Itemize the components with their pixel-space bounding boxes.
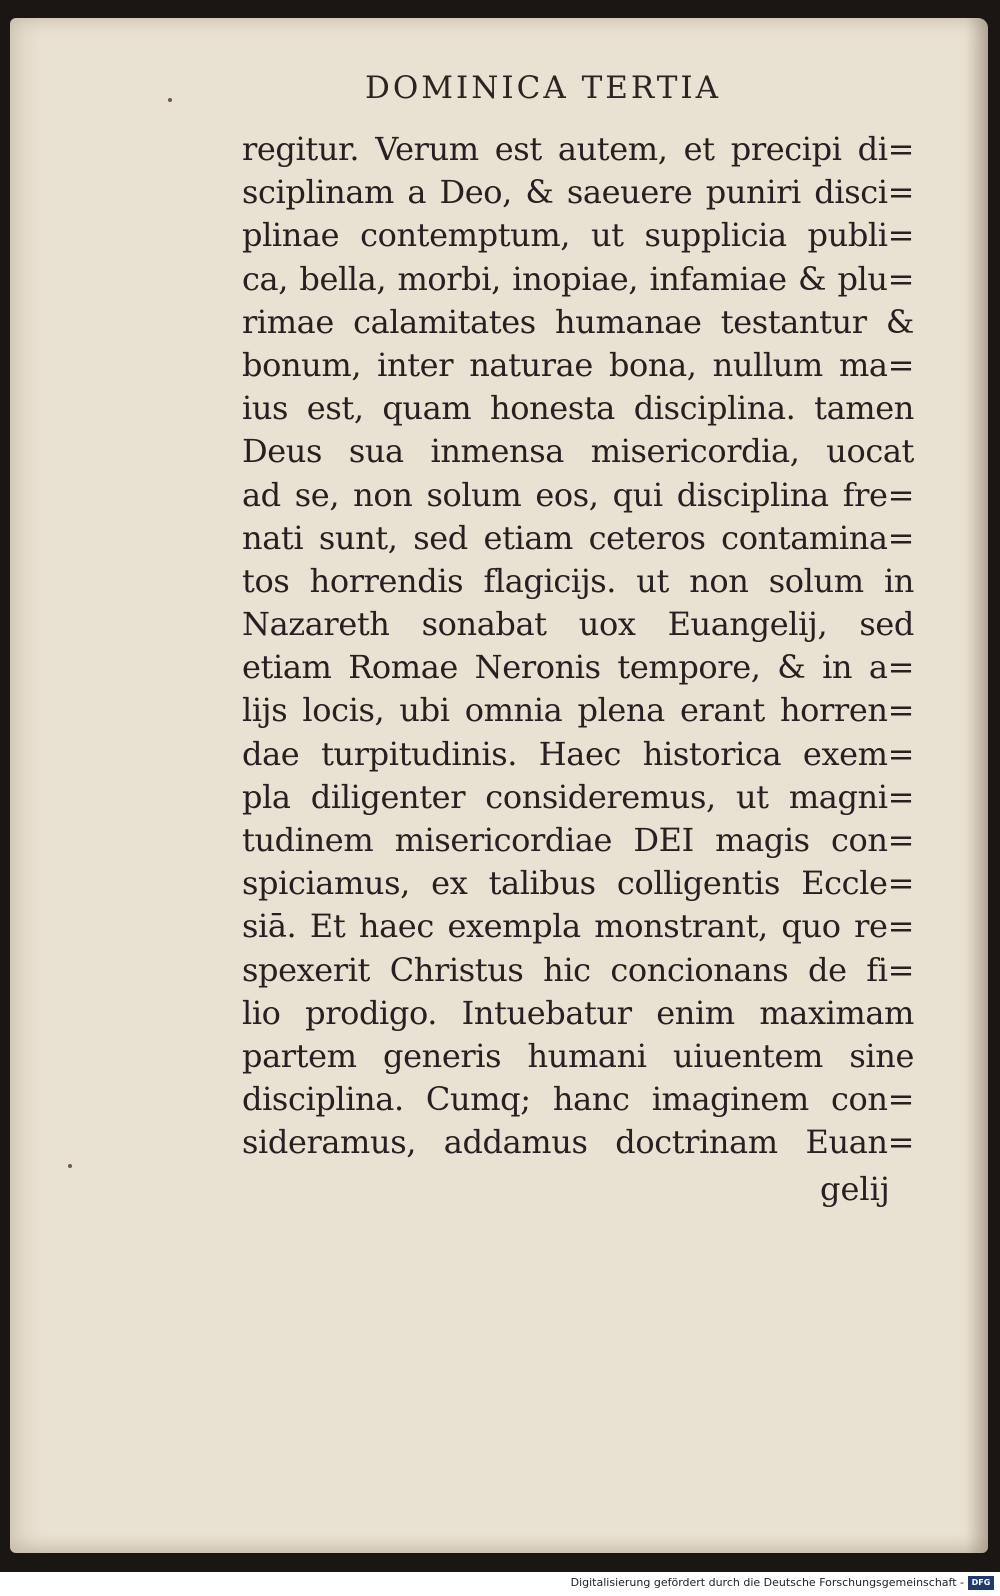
text-line: disciplina. Cumq; hanc imaginem con= xyxy=(242,1080,914,1119)
running-head: DOMINICA TERTIA xyxy=(365,70,721,106)
text-line: siā. Et haec exempla monstrant, quo re= xyxy=(242,907,914,946)
text-line: nati sunt, sed etiam ceteros contamina= xyxy=(242,518,914,557)
text-line: spexerit Christus hic concionans de fi= xyxy=(242,950,914,989)
text-line: sciplinam a Deo, & saeuere puniri disci= xyxy=(242,173,914,212)
text-line: sideramus, addamus doctrinam Euan= xyxy=(242,1123,914,1162)
text-line: etiam Romae Neronis tempore, & in a= xyxy=(242,648,914,687)
text-line: spiciamus, ex talibus colligentis Eccle= xyxy=(242,864,914,903)
text-line: partem generis humani uiuentem sine xyxy=(242,1036,914,1075)
text-line: ca, bella, morbi, inopiae, infamiae & plu= xyxy=(242,259,914,298)
dfg-logo-icon: DFG xyxy=(968,1576,994,1590)
funding-credit: Digitalisierung gefördert durch die Deutsche Forschungsgemeinschaft - xyxy=(570,1576,964,1589)
text-line: tudinem misericordiae DEI magis con= xyxy=(242,821,914,859)
paper-speck xyxy=(68,1164,72,1168)
text-line: ius est, quam honesta disciplina. tamen xyxy=(242,389,914,428)
text-line: ad se, non solum eos, qui disciplina fre= xyxy=(242,475,914,514)
text-line: lijs locis, ubi omnia plena erant horren= xyxy=(242,691,914,730)
text-line: dae turpitudinis. Haec historica exem= xyxy=(242,734,914,773)
digitization-footer xyxy=(0,1572,1000,1596)
catchword: gelij xyxy=(820,1170,890,1208)
body-text xyxy=(242,128,914,1165)
text-line: Nazareth sonabat uox Euangelij, sed xyxy=(242,605,914,644)
text-line: lio prodigo. Intuebatur enim maximam xyxy=(242,993,914,1032)
text-line: tos horrendis flagicijs. ut non solum in xyxy=(242,561,914,600)
text-line: bonum, inter naturae bona, nullum ma= xyxy=(242,345,914,384)
page-edge-shadow xyxy=(966,18,988,1553)
paper-speck xyxy=(168,98,172,102)
text-line: rimae calamitates humanae testantur & xyxy=(242,302,914,341)
text-line: pla diligenter consideremus, ut magni= xyxy=(242,777,914,816)
text-line: Deus sua inmensa misericordia, uocat xyxy=(242,432,914,471)
text-line: regitur. Verum est autem, et precipi di= xyxy=(242,130,914,168)
text-line: plinae contemptum, ut supplicia publi= xyxy=(242,216,914,255)
